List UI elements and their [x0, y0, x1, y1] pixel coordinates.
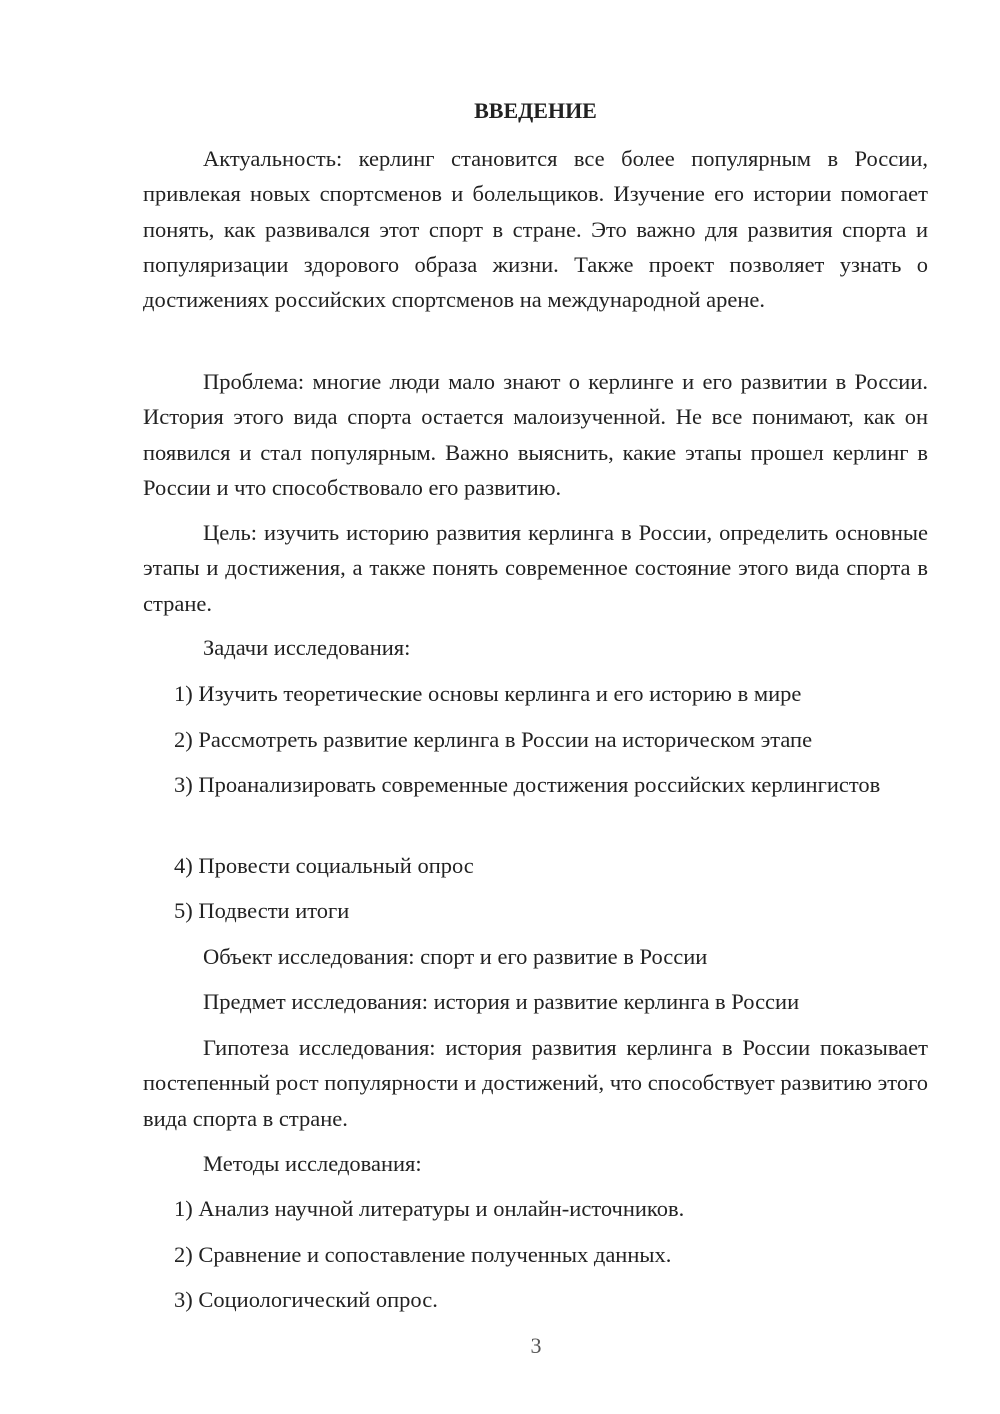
object-paragraph: Объект исследования: спорт и его развитие в России: [203, 944, 708, 969]
problem-paragraph: Проблема: многие люди мало знают о керлинге и его развитии в России. История этого вида спорта остается малоизученной. Не все понимают, как он появился и стал популярным. Важно выяснить, какие этапы прошел керлинг в России и что способствовало его развитию.: [143, 369, 928, 500]
subject-paragraph: Предмет исследования: история и развитие керлинга в России: [203, 989, 800, 1014]
task-item: 1) Изучить теоретические основы керлинга и его историю в мире: [174, 681, 802, 706]
method-item: 1) Анализ научной литературы и онлайн-источников.: [174, 1196, 685, 1221]
method-item: 2) Сравнение и сопоставление полученных данных.: [174, 1242, 672, 1267]
method-item: 3) Социологический опрос.: [174, 1287, 438, 1312]
task-item: 4) Провести социальный опрос: [174, 853, 474, 878]
relevance-paragraph: Актуальность: керлинг становится все более популярным в России, привлекая новых спортсменов и болельщиков. Изучение его истории помогает понять, как развивался этот спорт в стране. Это важно для развития спорта и популяризации здорового образа жизни. Также проект позволяет узнать о достижениях российских спортсменов на международной арене.: [143, 146, 928, 313]
task-item: 2) Рассмотреть развитие керлинга в России на историческом этапе: [174, 727, 813, 752]
goal-paragraph: Цель: изучить историю развития керлинга в России, определить основные этапы и достижения, а также понять современное состояние этого вида спорта в стране.: [143, 520, 928, 616]
methods-title: Методы исследования:: [203, 1151, 422, 1176]
task-item: 3) Проанализировать современные достижения российских керлингистов: [174, 772, 881, 797]
tasks-title: Задачи исследования:: [203, 635, 411, 660]
task-item: 5) Подвести итоги: [174, 898, 350, 923]
page-number: 3: [530, 1333, 542, 1358]
page-heading: ВВЕДЕНИЕ: [474, 98, 597, 123]
hypothesis-paragraph: Гипотеза исследования: история развития керлинга в России показывает постепенный рост популярности и достижений, что способствует развитию этого вида спорта в стране.: [143, 1035, 928, 1131]
